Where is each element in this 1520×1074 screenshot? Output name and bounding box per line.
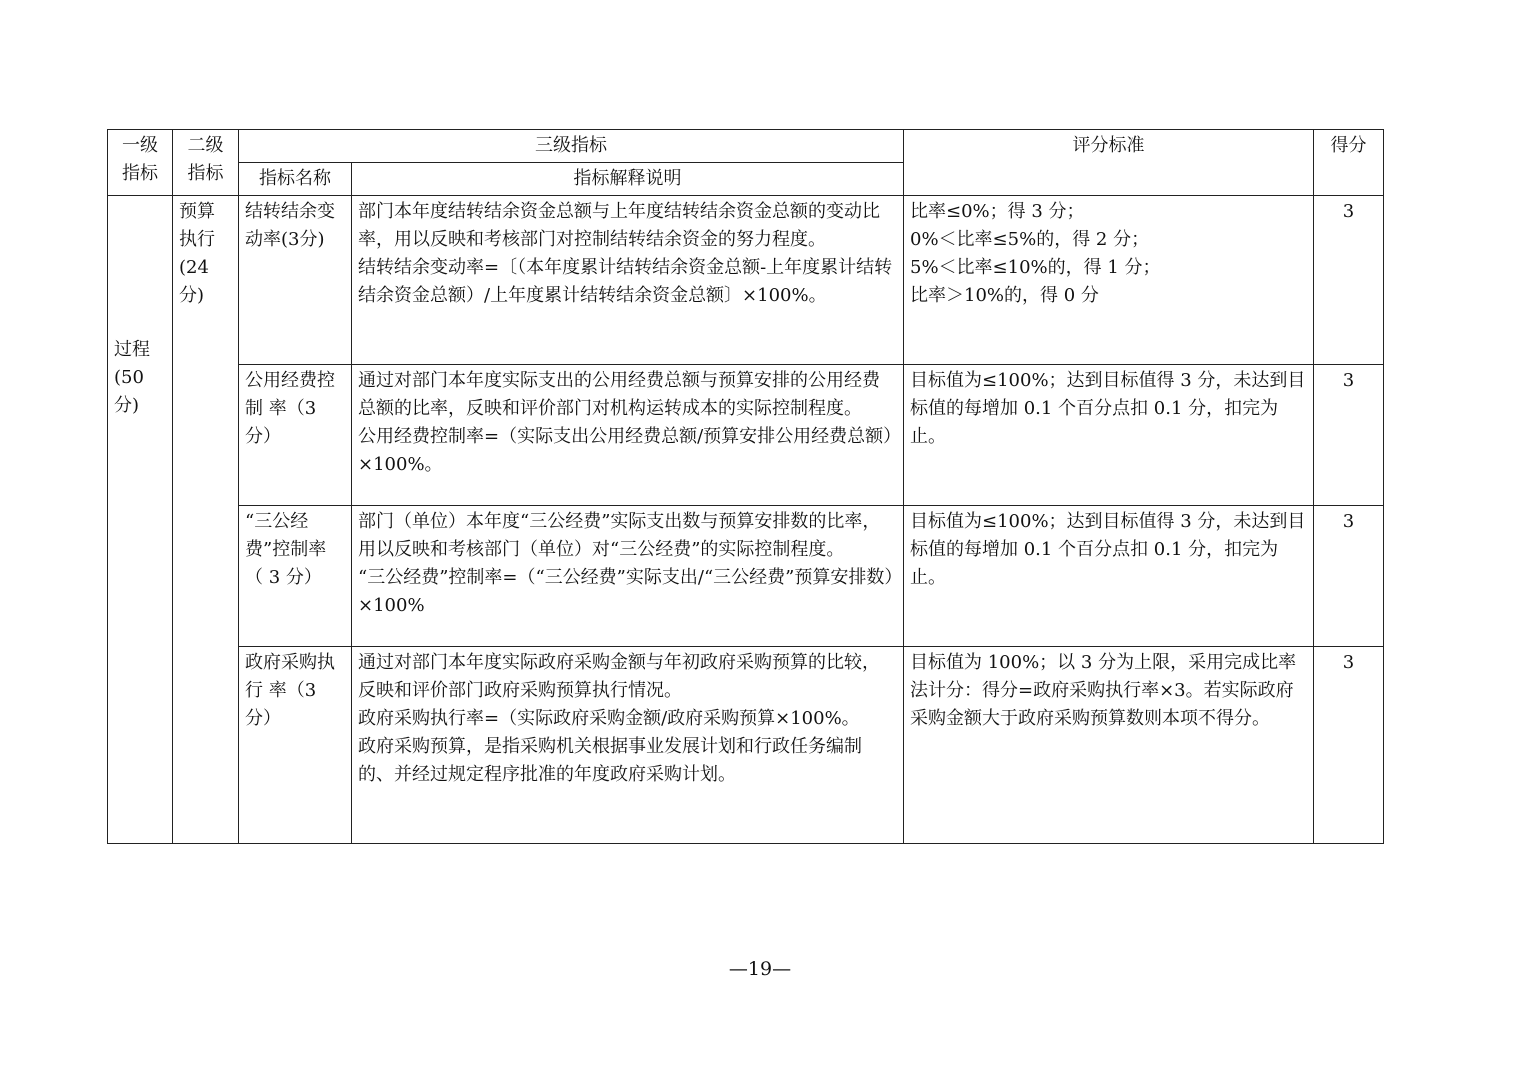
level1-value: 过程(50分): [114, 339, 150, 416]
header-level3: 三级指标: [239, 130, 904, 163]
desc-paragraph: 通过对部门本年度实际支出的公用经费总额与预算安排的公用经费总额的比率，反映和评价部门对机构运转成本的实际控制程度。: [358, 370, 880, 419]
indicator-name: 公用经费控 制 率（3 分）: [239, 365, 352, 506]
page-number: —19—: [728, 958, 792, 980]
desc-paragraph: “三公经费”控制率=（“三公经费”实际支出/“三公经费”预算安排数）×100%: [358, 567, 894, 616]
header-criteria: 评分标准: [904, 130, 1314, 196]
scoring-criteria: [904, 196, 1314, 365]
indicator-desc: [352, 506, 904, 647]
desc-paragraph: 部门本年度结转结余资金总额与上年度结转结余资金总额的变动比率，用以反映和考核部门对控制结转结余资金的努力程度。: [358, 201, 880, 250]
score-cell: 3: [1314, 196, 1384, 365]
level2-value: 预算执行(24分): [179, 201, 215, 306]
header-level2-text: 二级指标: [187, 135, 224, 184]
level2-cell: [173, 196, 239, 844]
criteria-line: 5%＜比率≤10%的，得 1 分；: [910, 257, 1161, 278]
criteria-line: 目标值为≤100%；达到目标值得 3 分，未达到目标值的每增加 0.1 个百分点扣 0.1 分，扣完为止。: [910, 511, 1306, 588]
desc-paragraph: 政府采购预算，是指采购机关根据事业发展计划和行政任务编制的、并经过规定程序批准的年度政府采购计划。: [358, 736, 862, 785]
level1-cell: [108, 196, 173, 844]
desc-paragraph: 结转结余变动率=〔（本年度累计结转结余资金总额-上年度累计结转结余资金总额）/上年度累计结转结余资金总额〕×100%。: [358, 257, 893, 306]
score-cell: 3: [1314, 365, 1384, 506]
header-level1: [108, 130, 173, 196]
scoring-criteria: [904, 365, 1314, 506]
score-cell: 3: [1314, 506, 1384, 647]
desc-paragraph: 部门（单位）本年度“三公经费”实际支出数与预算安排数的比率，用以反映和考核部门（单位）对“三公经费”的实际控制程度。: [358, 511, 881, 560]
header-indicator-name: 指标名称: [239, 163, 352, 196]
criteria-line: 比率≤0%；得 3 分；: [910, 201, 1085, 222]
indicator-desc: [352, 196, 904, 365]
indicator-desc: [352, 647, 904, 844]
indicator-name: 结转结余变动率(3分): [239, 196, 352, 365]
criteria-line: 比率＞10%的，得 0 分: [910, 285, 1099, 306]
desc-paragraph: 公用经费控制率=（实际支出公用经费总额/预算安排公用经费总额）×100%。: [358, 426, 893, 475]
header-level1-text: 一级指标: [122, 135, 158, 184]
evaluation-table: [107, 129, 1384, 844]
criteria-line: 0%＜比率≤5%的，得 2 分；: [910, 229, 1150, 250]
desc-paragraph: 通过对部门本年度实际政府采购金额与年初政府采购预算的比较，反映和评价部门政府采购预算执行情况。: [358, 652, 880, 701]
scoring-criteria: [904, 647, 1314, 844]
indicator-desc: [352, 365, 904, 506]
score-cell: 3: [1314, 647, 1384, 844]
header-score: 得分: [1314, 130, 1384, 196]
header-indicator-desc: 指标解释说明: [352, 163, 904, 196]
criteria-line: 目标值为≤100%；达到目标值得 3 分，未达到目标值的每增加 0.1 个百分点扣 0.1 分，扣完为止。: [910, 370, 1306, 447]
indicator-name: 政府采购执 行 率（3 分）: [239, 647, 352, 844]
scoring-criteria: [904, 506, 1314, 647]
indicator-name: “三公经费”控制率 （ 3 分）: [239, 506, 352, 647]
header-level2: [173, 130, 239, 196]
desc-paragraph: 政府采购执行率=（实际政府采购金额/政府采购预算×100%。: [358, 708, 860, 729]
criteria-line: 目标值为 100%；以 3 分为上限，采用完成比率法计分：得分=政府采购执行率×3。若实际政府采购金额大于政府采购预算数则本项不得分。: [910, 652, 1297, 729]
